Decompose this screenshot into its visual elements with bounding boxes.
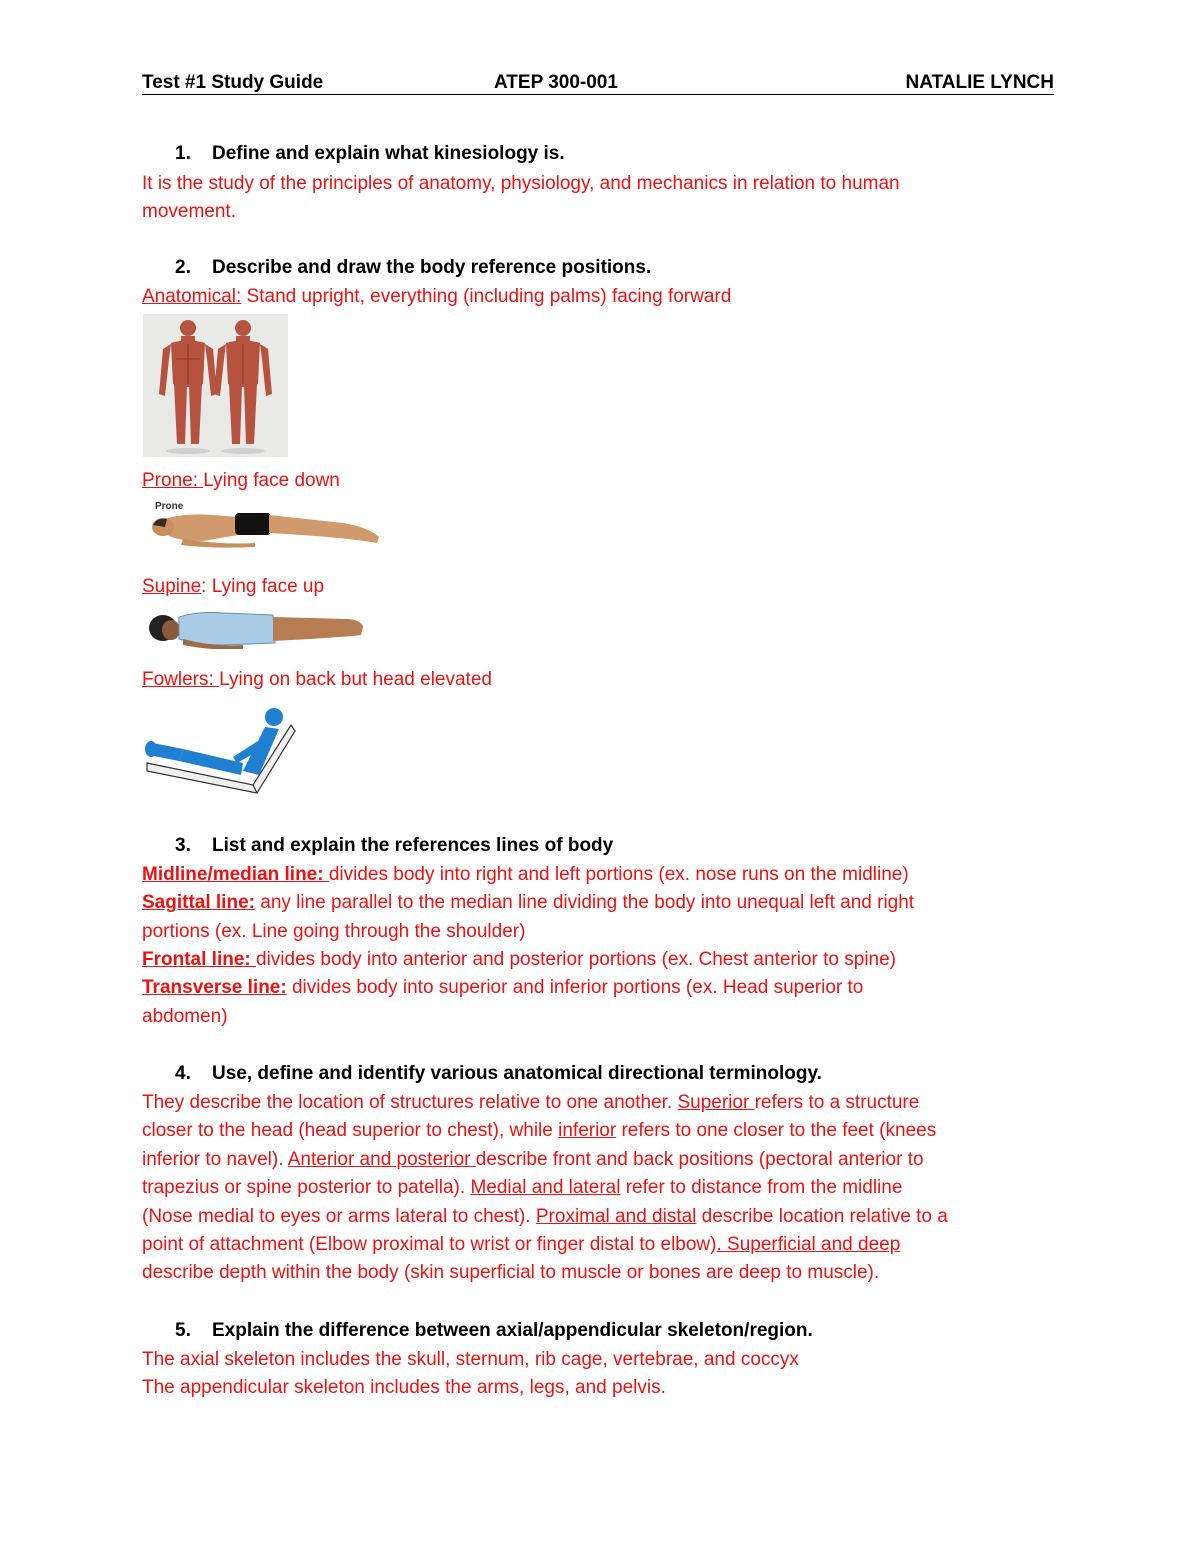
superior-term: Superior [677, 1092, 755, 1113]
fowlers-text: Lying on back but head elevated [219, 669, 492, 690]
answer-4-l4a: trapezius or spine posterior to patella). [142, 1177, 471, 1198]
question-2 [175, 257, 651, 279]
answer-4-line-2 [142, 1117, 936, 1146]
answer-4-line-5 [142, 1203, 948, 1232]
anatomical-term: Anatomical: [142, 286, 242, 307]
frontal-line [142, 946, 896, 975]
superficial-deep-term: . Superficial and deep [716, 1234, 901, 1255]
answer-5-line-1: The axial skeleton includes the skull, sternum, rib cage, vertebrae, and coccyx [142, 1349, 799, 1370]
question-5-number: 5. [175, 1320, 191, 1341]
transverse-text: divides body into superior and inferior portions (ex. Head superior to [286, 977, 864, 998]
transverse-line-cont: abdomen) [142, 1006, 228, 1027]
question-2-text: Describe and draw the body reference positions. [212, 257, 652, 278]
header-title: Test #1 Study Guide [142, 72, 324, 93]
prone-position-image [143, 497, 383, 551]
supine-text: : Lying face up [201, 576, 325, 597]
answer-4-l2a: closer to the head (head superior to chest), while [142, 1120, 559, 1141]
question-3-text: List and explain the references lines of body [212, 835, 614, 856]
answer-1-line-2: movement. [142, 201, 236, 222]
page-header [142, 72, 1054, 95]
prone-text: Lying face down [203, 470, 340, 491]
question-1-number: 1. [175, 143, 191, 164]
answer-4-line-6 [142, 1231, 900, 1260]
fowlers-position-image [143, 705, 298, 797]
proximal-distal-term: Proximal and distal [535, 1206, 697, 1227]
answer-4-l3a: inferior to navel). [142, 1149, 288, 1170]
header-name: NATALIE LYNCH [905, 72, 1054, 93]
answer-4-l2b: refers to one closer to the feet (knees [616, 1120, 937, 1141]
answer-4-line-7: describe depth within the body (skin superficial to muscle or bones are deep to muscle). [142, 1262, 880, 1283]
anterior-posterior-term: Anterior and posterior [287, 1149, 476, 1170]
anatomical-line [142, 283, 731, 312]
sagittal-text: any line parallel to the median line dividing the body into unequal left and right [254, 892, 915, 913]
answer-4-l1a: They describe the location of structures relative to one another. [142, 1092, 678, 1113]
sagittal-line-cont: portions (ex. Line going through the shoulder) [142, 921, 526, 942]
transverse-line [142, 974, 863, 1003]
question-1 [175, 143, 565, 165]
medial-lateral-term: Medial and lateral [470, 1177, 621, 1198]
supine-line [142, 573, 324, 602]
question-2-number: 2. [175, 257, 191, 278]
question-3 [175, 835, 613, 857]
midline-term: Midline/median line: [142, 864, 329, 885]
answer-5-line-2: The appendicular skeleton includes the arms, legs, and pelvis. [142, 1377, 666, 1398]
answer-4-line-4 [142, 1174, 902, 1203]
answer-4-l4b: refer to distance from the midline [620, 1177, 903, 1198]
answer-4-l6a: point of attachment (Elbow proximal to wrist or finger distal to elbow) [142, 1234, 717, 1255]
answer-4-line-3 [142, 1146, 924, 1175]
question-3-number: 3. [175, 835, 191, 856]
supine-term: Supine [142, 576, 202, 597]
answer-4-l1b: refers to a structure [754, 1092, 920, 1113]
question-5 [175, 1320, 813, 1342]
sagittal-line [142, 889, 914, 918]
header-course: ATEP 300-001 [494, 72, 618, 93]
transverse-term: Transverse line: [142, 977, 287, 998]
answer-1-line-1: It is the study of the principles of anatomy, physiology, and mechanics in relation to human [142, 173, 900, 194]
answer-4-l5b: describe location relative to a [696, 1206, 948, 1227]
answer-4-l5a: (Nose medial to eyes or arms lateral to chest). [142, 1206, 536, 1227]
midline-text: divides body into right and left portions (ex. nose runs on the midline) [328, 864, 909, 885]
question-4-text: Use, define and identify various anatomical directional terminology. [212, 1063, 822, 1084]
prone-image-label: Prone [155, 501, 184, 512]
question-5-text: Explain the difference between axial/appendicular skeleton/region. [212, 1320, 813, 1341]
prone-term: Prone: [142, 470, 204, 491]
frontal-text: divides body into anterior and posterior portions (ex. Chest anterior to spine) [256, 949, 897, 970]
fowlers-line [142, 666, 492, 695]
anatomical-text: Stand upright, everything (including palms) facing forward [241, 286, 732, 307]
question-4-number: 4. [175, 1063, 191, 1084]
frontal-term: Frontal line: [142, 949, 256, 970]
question-1-text: Define and explain what kinesiology is. [212, 143, 565, 164]
fowlers-term: Fowlers: [142, 669, 220, 690]
anatomical-position-image [143, 314, 288, 457]
supine-position-image [143, 603, 368, 649]
sagittal-term: Sagittal line: [142, 892, 255, 913]
prone-line [142, 467, 340, 496]
midline-line [142, 861, 909, 890]
answer-4-l3b: describe front and back positions (pectoral anterior to [475, 1149, 924, 1170]
inferior-term: inferior [558, 1120, 617, 1141]
answer-4-line-1 [142, 1089, 919, 1118]
question-4 [175, 1063, 822, 1085]
